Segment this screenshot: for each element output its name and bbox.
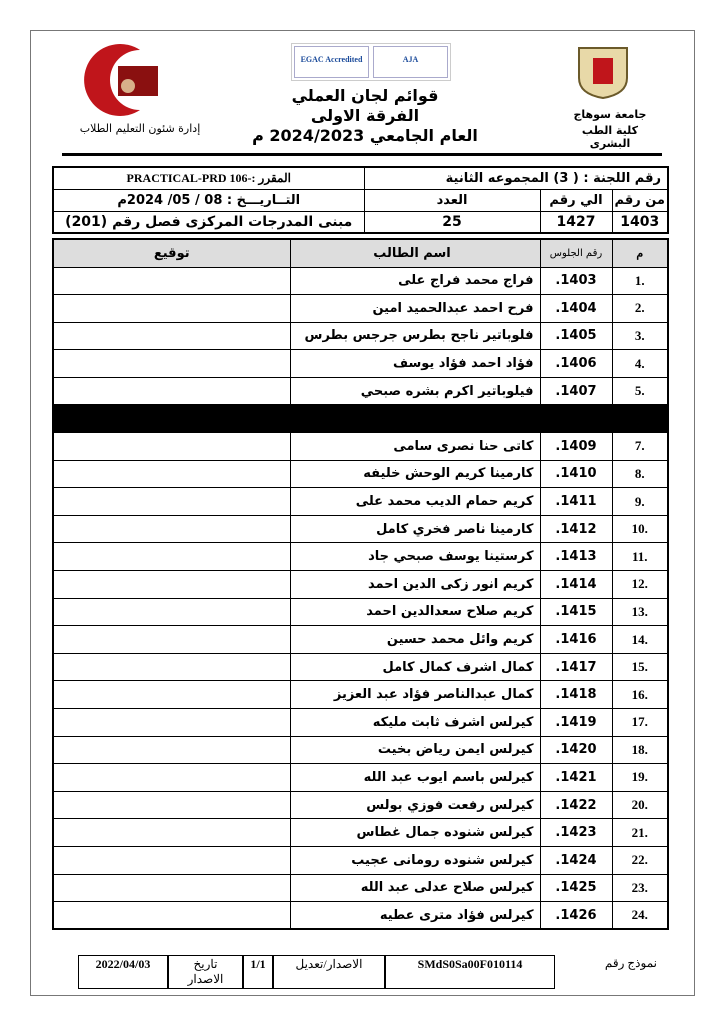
student-name: فؤاد احمد فؤاد يوسف (290, 350, 540, 378)
signature-cell (53, 460, 290, 488)
signature-cell (53, 598, 290, 626)
signature-cell (53, 488, 290, 516)
student-name: كاتى حنا نصرى سامى (290, 433, 540, 461)
form-number: SMdS0Sa00F010114 (385, 955, 555, 989)
signature-cell (53, 846, 290, 874)
seat-number: 1424. (540, 846, 612, 874)
student-name: فرح احمد عبدالحميد امين (290, 295, 540, 323)
row-number: .12 (612, 571, 668, 599)
table-row (53, 515, 668, 543)
table-row (53, 350, 668, 378)
seat-number: 1405. (540, 322, 612, 350)
row-number: .8 (612, 460, 668, 488)
seat-number: 1411. (540, 488, 612, 516)
student-name: فراج محمد فراج على (290, 267, 540, 295)
row-number: .15 (612, 653, 668, 681)
seat-number: 1410. (540, 460, 612, 488)
row-number: .5 (612, 377, 668, 405)
signature-cell (53, 791, 290, 819)
signature-cell (53, 571, 290, 599)
student-name: كيرلس رفعت فوزي بولس (290, 791, 540, 819)
seat-number: 1407. (540, 377, 612, 405)
seat-number: 1422. (540, 791, 612, 819)
signature-cell (53, 736, 290, 764)
table-row (53, 571, 668, 599)
signature-cell (53, 515, 290, 543)
row-number: .2 (612, 295, 668, 323)
table-row (53, 377, 668, 405)
count-label: العدد (364, 189, 540, 211)
to-number: 1427 (540, 211, 612, 233)
signature-cell (53, 874, 290, 902)
signature-cell (53, 350, 290, 378)
table-row (53, 736, 668, 764)
committee-info-table (52, 166, 669, 234)
signature-cell (53, 902, 290, 930)
row-number: .3 (612, 322, 668, 350)
seat-number: 1417. (540, 653, 612, 681)
student-name: فيلوباتير اكرم بشره صبحي (290, 377, 540, 405)
seat-number (540, 405, 612, 433)
seat-number: 1409. (540, 433, 612, 461)
egac-logo: EGAC Accredited (294, 46, 369, 78)
student-count: 25 (364, 211, 540, 233)
seat-number: 1418. (540, 681, 612, 709)
table-row (53, 681, 668, 709)
table-row (53, 819, 668, 847)
row-number: .10 (612, 515, 668, 543)
signature-cell (53, 819, 290, 847)
signature-cell (53, 681, 290, 709)
table-row (53, 488, 668, 516)
signature-cell (53, 405, 290, 433)
table-row (53, 460, 668, 488)
row-number: .13 (612, 598, 668, 626)
aja-logo: AJA (373, 46, 448, 78)
table-row (53, 405, 668, 433)
table-row (53, 543, 668, 571)
form-number-label: نموذج رقم (604, 956, 657, 970)
student-name: كريم صلاح سعدالدين احمد (290, 598, 540, 626)
seat-number: 1419. (540, 709, 612, 737)
table-row (53, 295, 668, 323)
signature-cell (53, 433, 290, 461)
seat-number: 1420. (540, 736, 612, 764)
student-name: كارمينا ناصر فخري كامل (290, 515, 540, 543)
table-row (53, 874, 668, 902)
student-name: كريم وائل محمد حسين (290, 626, 540, 654)
department-name: إدارة شئون التعليم الطلاب (79, 122, 201, 135)
seat-number: 1403. (540, 267, 612, 295)
student-name: فلوباتير ناجح بطرس جرجس بطرس (290, 322, 540, 350)
row-number: .22 (612, 846, 668, 874)
seat-number: 1406. (540, 350, 612, 378)
row-number: .24 (612, 902, 668, 930)
row-number: .9 (612, 488, 668, 516)
form-footer (78, 955, 663, 989)
table-row (53, 846, 668, 874)
signature-cell (53, 267, 290, 295)
student-name: كارمينا كريم الوحش خليفه (290, 460, 540, 488)
student-name: كيرلس ايمن رياض بخيت (290, 736, 540, 764)
seat-number: 1414. (540, 571, 612, 599)
table-row (53, 902, 668, 930)
row-number: .20 (612, 791, 668, 819)
header-signature: توقيع (53, 239, 290, 267)
seat-number: 1415. (540, 598, 612, 626)
exam-location: مبنى المدرجات المركزى فصل رقم (201) (53, 211, 364, 233)
to-label: الي رقم (540, 189, 612, 211)
row-number: .16 (612, 681, 668, 709)
row-number: .17 (612, 709, 668, 737)
signature-cell (53, 322, 290, 350)
signature-cell (53, 377, 290, 405)
header-no: م (612, 239, 668, 267)
table-row (53, 709, 668, 737)
page-title: قوائم لجان العملي (291, 86, 439, 105)
student-name: كريم حمام الديب محمد على (290, 488, 540, 516)
student-name: كريم انور زكى الدين احمد (290, 571, 540, 599)
row-number: .4 (612, 350, 668, 378)
signature-cell (53, 295, 290, 323)
committee-number: رقم اللجنة : ( 3) المجموعه الثانية (364, 167, 668, 189)
university-name: جامعة سوهاج (573, 108, 647, 121)
seat-number: 1413. (540, 543, 612, 571)
course-code: المقرر :-PRACTICAL-PRD 106 (53, 167, 364, 189)
table-row (53, 791, 668, 819)
row-number (612, 405, 668, 433)
seat-number: 1425. (540, 874, 612, 902)
table-row (53, 653, 668, 681)
student-name: كيرلس فؤاد مترى عطيه (290, 902, 540, 930)
student-name: كمال اشرف كمال كامل (290, 653, 540, 681)
version-label: الاصدار/تعديل (273, 955, 385, 989)
row-number: .19 (612, 764, 668, 792)
row-number: .18 (612, 736, 668, 764)
student-name: كيرلس صلاح عدلى عبد الله (290, 874, 540, 902)
faculty-name: كلية الطب البشرى (581, 124, 639, 150)
table-row (53, 433, 668, 461)
year-level: الفرقة الاولى (310, 106, 420, 125)
seat-number: 1416. (540, 626, 612, 654)
from-number: 1403 (612, 211, 668, 233)
table-row (53, 598, 668, 626)
signature-cell (53, 653, 290, 681)
academic-year: العام الجامعي 2024/2023 م (252, 126, 478, 145)
seat-number: 1404. (540, 295, 612, 323)
row-number: .23 (612, 874, 668, 902)
faculty-of-medicine-logo (70, 42, 182, 118)
seat-number: 1423. (540, 819, 612, 847)
table-row (53, 267, 668, 295)
row-number: .21 (612, 819, 668, 847)
student-name: كمال عبدالناصر فؤاد عبد العزيز (290, 681, 540, 709)
accreditation-logos (291, 43, 451, 81)
signature-cell (53, 543, 290, 571)
student-name: كيرلس باسم ايوب عبد الله (290, 764, 540, 792)
row-number: .11 (612, 543, 668, 571)
student-name (290, 405, 540, 433)
seat-number: 1426. (540, 902, 612, 930)
student-name: كيرلس شنوده جمال غطاس (290, 819, 540, 847)
row-number: .14 (612, 626, 668, 654)
issue-date: 2022/04/03 (78, 955, 168, 989)
table-row (53, 764, 668, 792)
seat-number: 1412. (540, 515, 612, 543)
signature-cell (53, 764, 290, 792)
header-name: اسم الطالب (290, 239, 540, 267)
header-divider (62, 153, 662, 156)
header-seat: رقم الجلوس (540, 239, 612, 267)
sohag-university-seal (573, 44, 633, 100)
student-name: كيرلس شنوده رومانى عجيب (290, 846, 540, 874)
row-number: .7 (612, 433, 668, 461)
signature-cell (53, 709, 290, 737)
students-table (52, 238, 669, 930)
row-number: .1 (612, 267, 668, 295)
issue-date-label: تاريخ الاصدار (168, 955, 243, 989)
exam-date: التــاريـــخ : 08 / 05/ 2024م (53, 189, 364, 211)
from-label: من رقم (612, 189, 668, 211)
signature-cell (53, 626, 290, 654)
student-name: كيرلس اشرف ثابت مليكه (290, 709, 540, 737)
version: 1/1 (243, 955, 273, 989)
seat-number: 1421. (540, 764, 612, 792)
table-row (53, 322, 668, 350)
student-name: كرستينا يوسف صبحي جاد (290, 543, 540, 571)
table-row (53, 626, 668, 654)
